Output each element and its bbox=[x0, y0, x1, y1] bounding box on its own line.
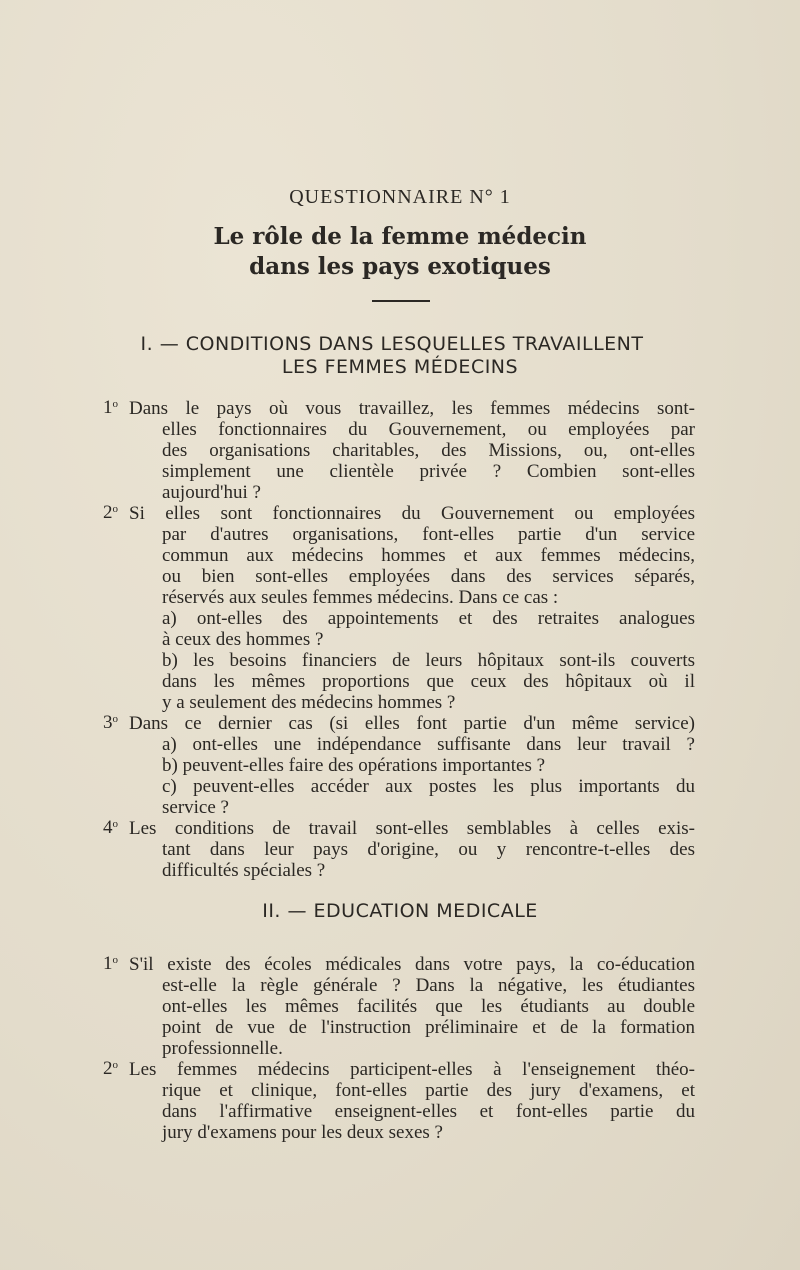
paragraph-line: par d'autres organisations, font-elles partie d'un service bbox=[162, 524, 695, 545]
paragraph-line: ont-elles les mêmes facilités que les étudiants au double bbox=[162, 996, 695, 1017]
paragraph-line: a) ont-elles une indépendance suffisante dans leur travail ? bbox=[162, 734, 695, 755]
paragraph-line: dans les mêmes proportions que ceux des hôpitaux où il bbox=[162, 671, 695, 692]
paragraph-line: point de vue de l'instruction préliminaire et de la formation bbox=[162, 1017, 695, 1038]
paragraph-line: tant dans leur pays d'origine, ou y rencontre-t-elles des bbox=[162, 839, 695, 860]
paragraph-line: b) peuvent-elles faire des opérations importantes ? bbox=[162, 755, 546, 776]
paragraph-line: rique et clinique, font-elles partie des jury d'examens, et bbox=[162, 1080, 695, 1101]
paragraph-line: Dans le pays où vous travaillez, les femmes médecins sont- bbox=[129, 398, 695, 419]
paragraph-line: simplement une clientèle privée ? Combien sont-elles bbox=[162, 461, 695, 482]
title-divider bbox=[372, 300, 430, 302]
questionnaire-heading: QUESTIONNAIRE N° 1 bbox=[289, 186, 511, 208]
item-number: 2$^o$ bbox=[103, 1058, 118, 1079]
document-title-line-2: dans les pays exotiques bbox=[249, 253, 551, 280]
item-number: 1$^o$ bbox=[103, 953, 118, 974]
paragraph-line: difficultés spéciales ? bbox=[162, 860, 326, 881]
paragraph-line: service ? bbox=[162, 797, 229, 818]
paragraph-line: commun aux médecins hommes et aux femmes médecins, bbox=[162, 545, 695, 566]
paragraph-line: dans l'affirmative enseignent-elles et font-elles partie du bbox=[162, 1101, 695, 1122]
paragraph-line: est-elle la règle générale ? Dans la négative, les étudiantes bbox=[162, 975, 695, 996]
paragraph-line: S'il existe des écoles médicales dans votre pays, la co-éducation bbox=[129, 954, 695, 975]
paragraph-line: a) ont-elles des appointements et des retraites analogues bbox=[162, 608, 695, 629]
paragraph-line: à ceux des hommes ? bbox=[162, 629, 324, 650]
paragraph-line: ou bien sont-elles employées dans des services séparés, bbox=[162, 566, 695, 587]
section-1-title-line-1: I. — CONDITIONS DANS LESQUELLES TRAVAILLENT bbox=[140, 333, 644, 355]
paragraph-line: Dans ce dernier cas (si elles font partie d'un même service) bbox=[129, 713, 695, 734]
paragraph-line: Les femmes médecins participent-elles à l'enseignement théo- bbox=[129, 1059, 695, 1080]
item-number: 3$^o$ bbox=[103, 712, 118, 733]
section-2-title: II. — EDUCATION MEDICALE bbox=[262, 900, 538, 922]
item-number: 2$^o$ bbox=[103, 502, 118, 523]
item-number: 4$^o$ bbox=[103, 817, 118, 838]
paragraph-line: professionnelle. bbox=[162, 1038, 283, 1059]
paragraph-line: y a seulement des médecins hommes ? bbox=[162, 692, 456, 713]
item-number: 1$^o$ bbox=[103, 397, 118, 418]
paragraph-line: Si elles sont fonctionnaires du Gouvernement ou employées bbox=[129, 503, 695, 524]
paragraph-line: jury d'examens pour les deux sexes ? bbox=[162, 1122, 443, 1143]
paragraph-line: des organisations charitables, des Missions, ou, ont-elles bbox=[162, 440, 695, 461]
paragraph-line: Les conditions de travail sont-elles semblables à celles exis- bbox=[129, 818, 695, 839]
paragraph-line: elles fonctionnaires du Gouvernement, ou employées par bbox=[162, 419, 695, 440]
paragraph-line: c) peuvent-elles accéder aux postes les plus importants du bbox=[162, 776, 695, 797]
paragraph-line: aujourd'hui ? bbox=[162, 482, 261, 503]
document-title-line-1: Le rôle de la femme médecin bbox=[213, 223, 587, 250]
paragraph-line: b) les besoins financiers de leurs hôpitaux sont-ils couverts bbox=[162, 650, 695, 671]
section-1-title-line-2: LES FEMMES MÉDECINS bbox=[281, 356, 519, 378]
paragraph-line: réservés aux seules femmes médecins. Dans ce cas : bbox=[162, 587, 559, 608]
